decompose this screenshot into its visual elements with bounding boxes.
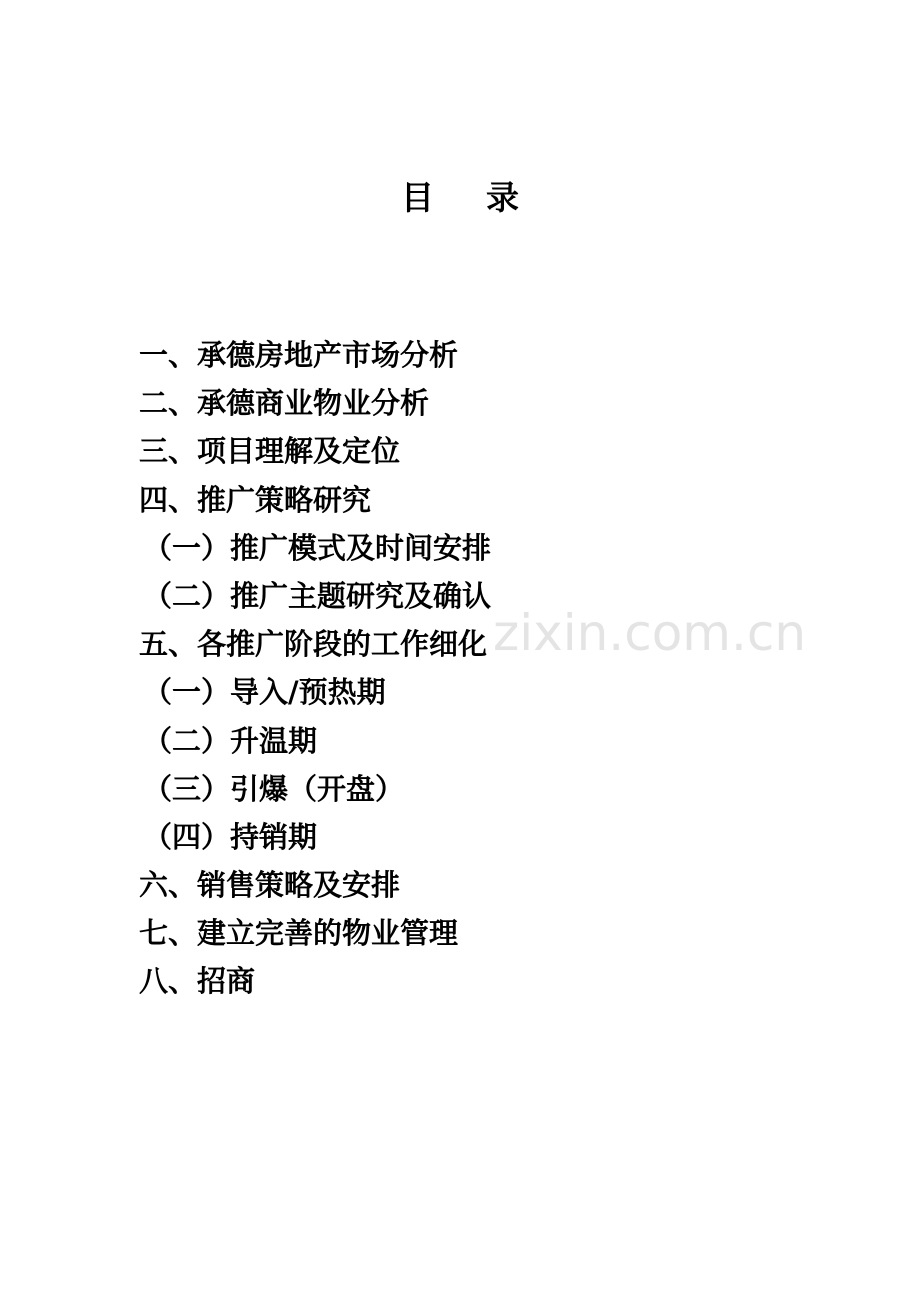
toc-subitem: （四）持销期 bbox=[143, 819, 318, 854]
toc-item: 三、项目理解及定位 bbox=[139, 434, 401, 469]
toc-subitem: （二）升温期 bbox=[143, 723, 318, 758]
toc-item: 七、建立完善的物业管理 bbox=[139, 916, 459, 951]
title-char-1: 目 bbox=[401, 178, 434, 217]
toc-item: 五、各推广阶段的工作细化 bbox=[139, 627, 488, 662]
toc-subitem: （二）推广主题研究及确认 bbox=[143, 578, 492, 613]
toc-subitem: （一）导入/预热期 bbox=[143, 675, 386, 710]
toc-subitem: （三）引爆（开盘） bbox=[143, 771, 405, 806]
toc-item: 六、销售策略及安排 bbox=[139, 868, 401, 903]
watermark: zixin.com.cn bbox=[493, 604, 807, 662]
title-char-2: 录 bbox=[486, 178, 519, 217]
table-of-contents bbox=[139, 331, 491, 1006]
toc-item: 一、承德房地产市场分析 bbox=[139, 338, 459, 372]
toc-subitem: （一）推广模式及时间安排 bbox=[143, 530, 492, 565]
toc-item: 四、推广策略研究 bbox=[139, 482, 372, 517]
page-title bbox=[0, 178, 920, 218]
toc-item: 八、招商 bbox=[139, 964, 256, 999]
toc-item: 二、承德商业物业分析 bbox=[139, 386, 430, 421]
